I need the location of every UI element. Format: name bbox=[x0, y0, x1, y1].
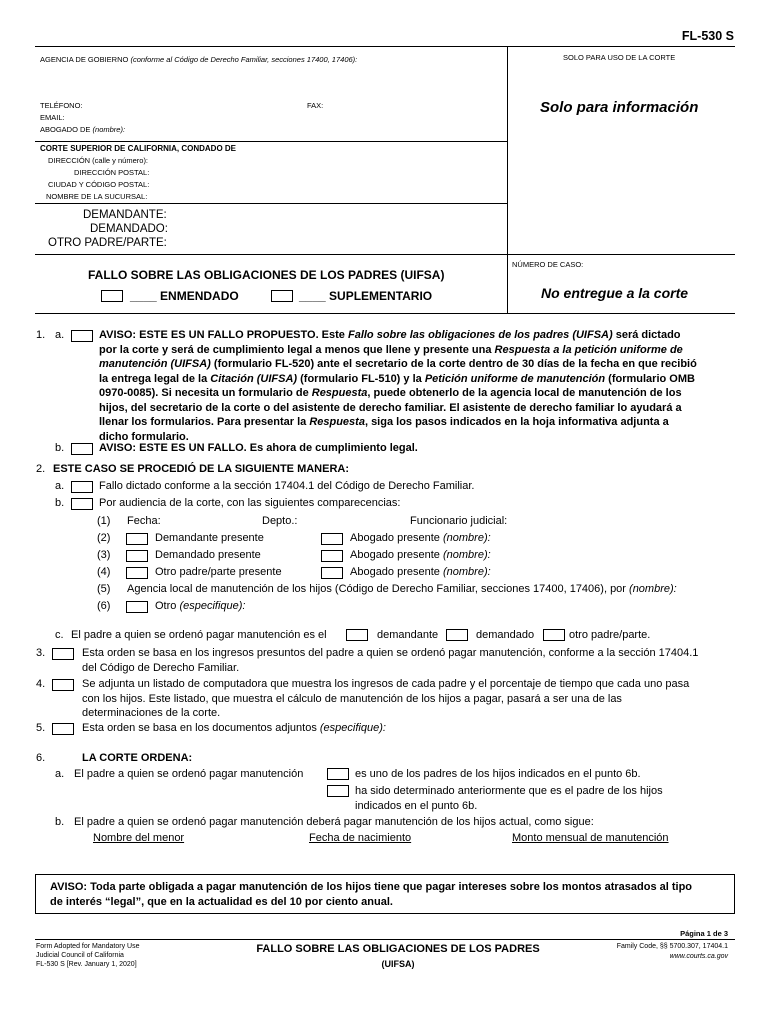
header-divider bbox=[507, 46, 508, 313]
adoption-notice: Form Adopted for Mandatory Use Judicial Council of California FL-530 S [Rev. January 1, 2020] bbox=[36, 943, 140, 968]
address-mail-label: DIRECCIÓN POSTAL: bbox=[74, 168, 150, 177]
item2a-text: Fallo dictado conforme a la sección 17404.1 del Código de Derecho Familiar. bbox=[99, 480, 475, 492]
obligor-other-parent-label: otro padre/parte. bbox=[569, 629, 651, 641]
legal-citation: Family Code, §§ 5700.307, 17404.1 www.courts.ca.gov bbox=[616, 943, 728, 960]
birth-date-column-header: Fecha de nacimiento bbox=[309, 832, 412, 844]
other-parent-attorney-checkbox[interactable] bbox=[321, 567, 343, 579]
item1-number: 1. bbox=[36, 329, 46, 341]
other-parent-present-label: Otro padre/parte presente bbox=[155, 566, 282, 578]
item2b2-number: (2) bbox=[97, 532, 111, 544]
footer-rule bbox=[35, 939, 735, 940]
item2c-letter: c. bbox=[55, 629, 64, 641]
respondent-present-label: Demandado presente bbox=[155, 549, 261, 561]
header-bottom-border bbox=[35, 313, 735, 314]
obligor-petitioner-label: demandante bbox=[377, 629, 439, 641]
form-number: FL-530 S bbox=[681, 29, 734, 43]
item4-text: Se adjunta un listado de computadora que muestra los ingresos de cada padre y el porcentaje de tiempo que cada uno pasa con los hijos. Este listado, que muestra el cálculo de manutención de los hijos a pagar, pasará a ser una de las determinaciones de la corte. bbox=[82, 678, 690, 719]
supplemental-label: ____ SUPLEMENTARIO bbox=[299, 289, 433, 303]
supplemental-checkbox[interactable] bbox=[271, 290, 293, 302]
obligor-respondent-checkbox[interactable] bbox=[446, 629, 468, 641]
item5-text: Esta orden se basa en los documentos adjuntos (especifique): bbox=[82, 722, 386, 734]
item6a-letter: a. bbox=[55, 768, 65, 780]
case-number-label: NÚMERO DE CASO: bbox=[512, 260, 584, 269]
item4-checkbox[interactable] bbox=[52, 679, 74, 691]
court-title: CORTE SUPERIOR DE CALIFORNIA, CONDADO DE bbox=[40, 144, 237, 153]
title-section-border bbox=[35, 254, 735, 255]
petitioner-attorney-checkbox[interactable] bbox=[321, 533, 343, 545]
petitioner-attorney-label: Abogado presente (nombre): bbox=[350, 532, 491, 544]
fax-label: FAX: bbox=[307, 101, 324, 110]
item2b-text: Por audiencia de la corte, con las siguientes comparecencias: bbox=[99, 497, 401, 509]
item3-number: 3. bbox=[36, 647, 46, 659]
item6a-text: El padre a quien se ordenó pagar manutención bbox=[74, 768, 304, 780]
child-name-column-header: Nombre del menor bbox=[93, 832, 185, 844]
item1a-text: AVISO: ESTE ES UN FALLO PROPUESTO. Este Fallo sobre las obligaciones de los padres (UIFSA) será dictado por la corte y será de cumplimiento legal a menos que llene y presente una Respuesta a la petición uniforme de manutención (UIFSA) (formulario FL-520) ante el secretario de la corte dentro de 30 días de la fecha en que recibió la entrega legal de la Citación (UIFSA) (formulario FL-510) y la Petición uniforme de manutención (formulario OMB 0970-0085). Si necesita un formulario de Respuesta, puede obtenerlo de la agencia local de manutención de los hijos, del secretario de la corte o del asistente de derecho familiar. El asistente de derecho familiar lo ayudará a llenar los formularios. Para presentar la Respuesta, siga los pasos indicados en la hoja informativa adjunta a dicho formulario. bbox=[99, 329, 697, 443]
item1b-text: AVISO: ESTE ES UN FALLO. Es ahora de cumplimiento legal. bbox=[99, 442, 418, 454]
item3-checkbox[interactable] bbox=[52, 648, 74, 660]
item2b5-number: (5) bbox=[97, 583, 111, 595]
obligor-other-parent-checkbox[interactable] bbox=[543, 629, 565, 641]
item6-title: LA CORTE ORDENA: bbox=[82, 752, 193, 764]
item2b1-number: (1) bbox=[97, 515, 111, 527]
item6b-letter: b. bbox=[55, 816, 65, 828]
obligor-petitioner-checkbox[interactable] bbox=[346, 629, 368, 641]
amended-label: ____ ENMENDADO bbox=[130, 289, 239, 303]
plaintiff-label: DEMANDANTE: bbox=[83, 209, 167, 221]
item2b-checkbox[interactable] bbox=[71, 498, 93, 510]
previously-determined-checkbox[interactable] bbox=[327, 785, 349, 797]
previously-determined-label: ha sido determinado anteriormente que es el padre de los hijos indicados en el punto 6b. bbox=[355, 785, 663, 812]
item1b-letter: b. bbox=[55, 442, 65, 454]
footer-title: FALLO SOBRE LAS OBLIGACIONES DE LOS PADRES bbox=[256, 943, 540, 955]
parent-of-children-checkbox[interactable] bbox=[327, 768, 349, 780]
no-deliver-stamp: No entregue a la corte bbox=[541, 285, 689, 301]
address-city-label: CIUDAD Y CÓDIGO POSTAL: bbox=[48, 180, 150, 189]
court-section-border bbox=[35, 141, 507, 142]
interest-notice-text: AVISO: Toda parte obligada a pagar manutención de los hijos tiene que pagar intereses sobre los montos atrasados al tipo de interés “legal”, que en la actualidad es del 10 por ciento anual. bbox=[50, 881, 693, 908]
court-use-label: SOLO PARA USO DE LA CORTE bbox=[563, 53, 676, 62]
other-appearance-label: Otro (especifique): bbox=[155, 600, 246, 612]
page-number: Página 1 de 3 bbox=[680, 929, 728, 938]
item1a-letter: a. bbox=[55, 329, 65, 341]
info-only-stamp: Solo para información bbox=[540, 99, 699, 116]
item2c-text: El padre a quien se ordenó pagar manutención es el bbox=[71, 629, 327, 641]
item1b-checkbox[interactable] bbox=[71, 443, 93, 455]
item2-title: ESTE CASO SE PROCEDIÓ DE LA SIGUIENTE MANERA: bbox=[53, 463, 350, 475]
other-parent-attorney-label: Abogado presente (nombre): bbox=[350, 566, 491, 578]
child-support-agency-text: Agencia local de manutención de los hijos (Código de Derecho Familiar, secciones 17400, 17406), por (nombre): bbox=[127, 583, 677, 595]
phone-label: TELÉFONO: bbox=[40, 101, 83, 110]
item2b-letter: b. bbox=[55, 497, 65, 509]
petitioner-present-label: Demandante presente bbox=[155, 532, 264, 544]
item3-text: Esta orden se basa en los ingresos presuntos del padre a quien se ordenó pagar manutención, conforme a la sección 17404.1 del Código de Derecho Familiar. bbox=[82, 647, 699, 674]
item2b4-number: (4) bbox=[97, 566, 111, 578]
defendant-label: DEMANDADO: bbox=[90, 223, 168, 235]
monthly-support-column-header: Monto mensual de manutención bbox=[512, 832, 669, 844]
other-parent-present-checkbox[interactable] bbox=[126, 567, 148, 579]
amended-checkbox[interactable] bbox=[101, 290, 123, 302]
petitioner-present-checkbox[interactable] bbox=[126, 533, 148, 545]
agency-label: AGENCIA DE GOBIERNO (conforme al Código de Derecho Familiar, secciones 17400, 17406): bbox=[40, 55, 358, 64]
email-label: EMAIL: bbox=[40, 113, 65, 122]
hearing-date-label: Fecha: bbox=[127, 515, 161, 527]
item2a-letter: a. bbox=[55, 480, 65, 492]
other-parent-label: OTRO PADRE/PARTE: bbox=[48, 237, 167, 249]
respondent-attorney-label: Abogado presente (nombre): bbox=[350, 549, 491, 561]
footer-subtitle: (UIFSA) bbox=[381, 959, 415, 969]
parent-of-children-label: es uno de los padres de los hijos indicados en el punto 6b. bbox=[355, 768, 641, 780]
respondent-attorney-checkbox[interactable] bbox=[321, 550, 343, 562]
judicial-officer-label: Funcionario judicial: bbox=[410, 515, 508, 527]
other-appearance-checkbox[interactable] bbox=[126, 601, 148, 613]
form-title: FALLO SOBRE LAS OBLIGACIONES DE LOS PADRES (UIFSA) bbox=[88, 268, 445, 282]
parties-section-border bbox=[35, 203, 507, 204]
item5-checkbox[interactable] bbox=[52, 723, 74, 735]
item2b3-number: (3) bbox=[97, 549, 111, 561]
obligor-respondent-label: demandado bbox=[476, 629, 535, 641]
hearing-dept-label: Depto.: bbox=[262, 515, 298, 527]
header-top-border bbox=[35, 46, 735, 47]
attorney-label: ABOGADO DE (nombre): bbox=[40, 125, 126, 134]
item2a-checkbox[interactable] bbox=[71, 481, 93, 493]
item1a-checkbox[interactable] bbox=[71, 330, 93, 342]
item5-number: 5. bbox=[36, 722, 46, 734]
item2b6-number: (6) bbox=[97, 600, 111, 612]
respondent-present-checkbox[interactable] bbox=[126, 550, 148, 562]
item6-number: 6. bbox=[36, 752, 46, 764]
item2-number: 2. bbox=[36, 463, 46, 475]
address-street-label: DIRECCIÓN (calle y número): bbox=[48, 156, 149, 165]
address-branch-label: NOMBRE DE LA SUCURSAL: bbox=[46, 192, 148, 201]
item4-number: 4. bbox=[36, 678, 46, 690]
item6b-text: El padre a quien se ordenó pagar manutención deberá pagar manutención de los hijos actual, como sigue: bbox=[74, 816, 594, 828]
